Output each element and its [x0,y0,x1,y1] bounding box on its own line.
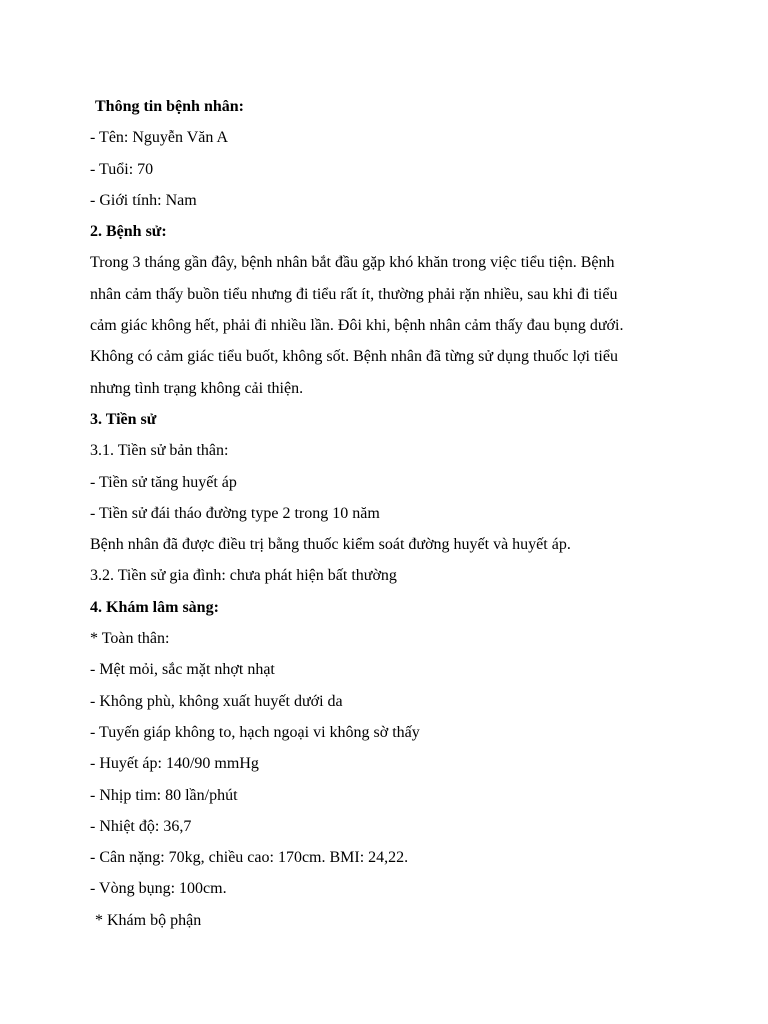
treatment-note: Bệnh nhân đã được điều trị bằng thuốc kiểm soát đường huyết và huyết áp. [90,536,571,554]
general-exam-heading: * Toàn thân: [90,630,170,648]
general-exam-item: - Mệt mỏi, sắc mặt nhợt nhạt [90,661,275,679]
history-line: cảm giác không hết, phải đi nhiều lần. Đôi khi, bệnh nhân cảm thấy đau bụng dưới. [90,317,624,335]
history-line: Trong 3 tháng gần đây, bệnh nhân bắt đầu gặp khó khăn trong việc tiểu tiện. Bệnh [90,254,615,272]
history-heading: 2. Bệnh sử: [90,223,167,241]
history-line: nhưng tình trạng không cải thiện. [90,379,304,397]
general-exam-item: - Nhịp tim: 80 lần/phút [90,786,238,804]
document-page [90,91,690,936]
general-exam-item: - Cân nặng: 70kg, chiều cao: 170cm. BMI: 24,22. [90,849,409,867]
patient-name: - Tên: Nguyễn Văn A [90,129,229,147]
patient-gender: - Giới tính: Nam [90,191,197,209]
organ-exam-heading: * Khám bộ phận [95,911,202,929]
family-history: 3.2. Tiền sử gia đình: chưa phát hiện bất thường [90,567,397,585]
personal-history-item: - Tiền sử đái tháo đường type 2 trong 10 năm [90,504,380,522]
general-exam-item: - Không phù, không xuất huyết dưới da [90,692,343,710]
history-line: nhân cảm thấy buồn tiểu nhưng đi tiểu rất ít, thường phải rặn nhiều, sau khi đi tiểu [90,285,618,303]
patient-info-heading: Thông tin bệnh nhân: [95,98,244,115]
patient-age: - Tuổi: 70 [90,160,154,178]
history-line: Không có cảm giác tiểu buốt, không sốt. Bệnh nhân đã từng sử dụng thuốc lợi tiểu [90,348,618,366]
exam-heading: 4. Khám lâm sàng: [90,598,219,616]
general-exam-item: - Huyết áp: 140/90 mmHg [90,755,259,773]
general-exam-item: - Vòng bụng: 100cm. [90,880,227,898]
past-history-heading: 3. Tiền sử [90,410,157,428]
general-exam-item: - Nhiệt độ: 36,7 [90,817,192,835]
personal-history-heading: 3.1. Tiền sử bản thân: [90,442,229,460]
general-exam-item: - Tuyến giáp không to, hạch ngoại vi không sờ thấy [90,723,420,741]
personal-history-item: - Tiền sử tăng huyết áp [90,473,237,491]
